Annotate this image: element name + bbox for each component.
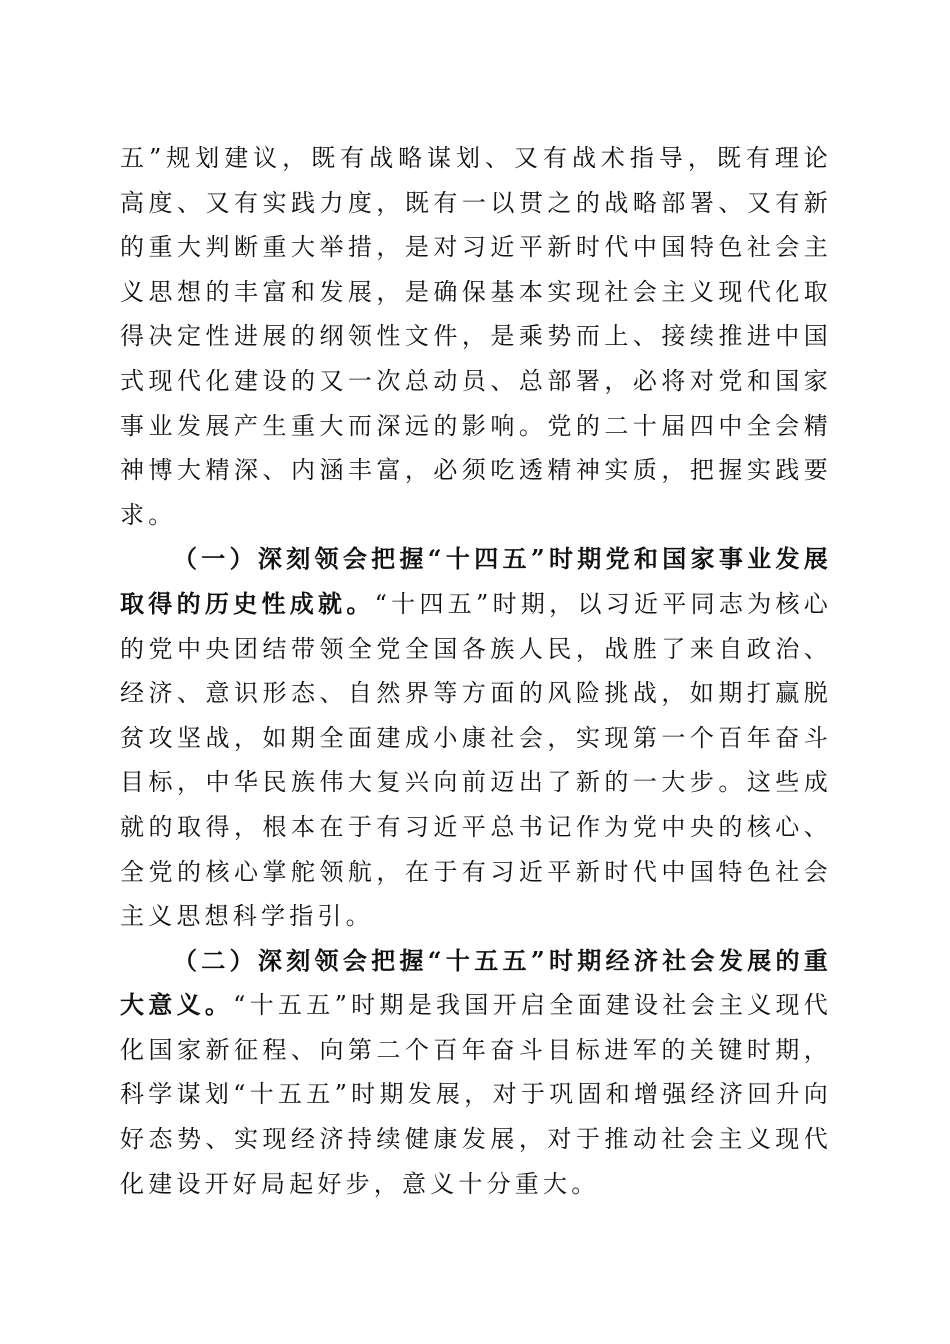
section-one-heading: （一）深刻领会把握“十四五”时期党和国家事业发展取得的历史性成就。 bbox=[120, 544, 832, 618]
paragraph-section-one bbox=[120, 537, 832, 938]
section-one-body: “十四五”时期，以习近平同志为核心的党中央团结带领全党全国各族人民，战胜了来自政治、经济、意识形态、自然界等方面的风险挑战，如期打赢脱贫攻坚战，如期全面建成小康社会，实现第一个百年奋斗目标，中华民族伟大复兴向前迈出了新的一大步。这些成就的取得，根本在于有习近平总书记作为党中央的核心、全党的核心掌舵领航，在于有习近平新时代中国特色社会主义思想科学指引。 bbox=[120, 589, 832, 931]
section-two-heading: （二）深刻领会把握“十五五”时期经济社会发展的重大意义。 bbox=[120, 945, 832, 1020]
paragraph-intro-continuation: 五”规划建议，既有战略谋划、又有战术指导，既有理论高度、又有实践力度，既有一以贯之的战略部署、又有新的重大判断重大举措，是对习近平新时代中国特色社会主义思想的丰富和发展，是确保基本实现社会主义现代化取得决定性进展的纲领性文件，是乘势而上、接续推进中国式现代化建设的又一次总动员、总部署，必将对党和国家事业发展产生重大而深远的影响。党的二十届四中全会精神博大精深、内涵丰富，必须吃透精神实质，把握实践要求。 bbox=[120, 144, 832, 529]
section-two-body: “十五五”时期是我国开启全面建设社会主义现代化国家新征程、向第二个百年奋斗目标进军的关键时期，科学谋划“十五五”时期发展，对于巩固和增强经济回升向好态势、实现经济持续健康发展，对于推动社会主义现代化建设开好局起好步，意义十分重大。 bbox=[120, 991, 832, 1198]
document-body bbox=[120, 136, 832, 1206]
paragraph-section-two bbox=[120, 939, 832, 1207]
